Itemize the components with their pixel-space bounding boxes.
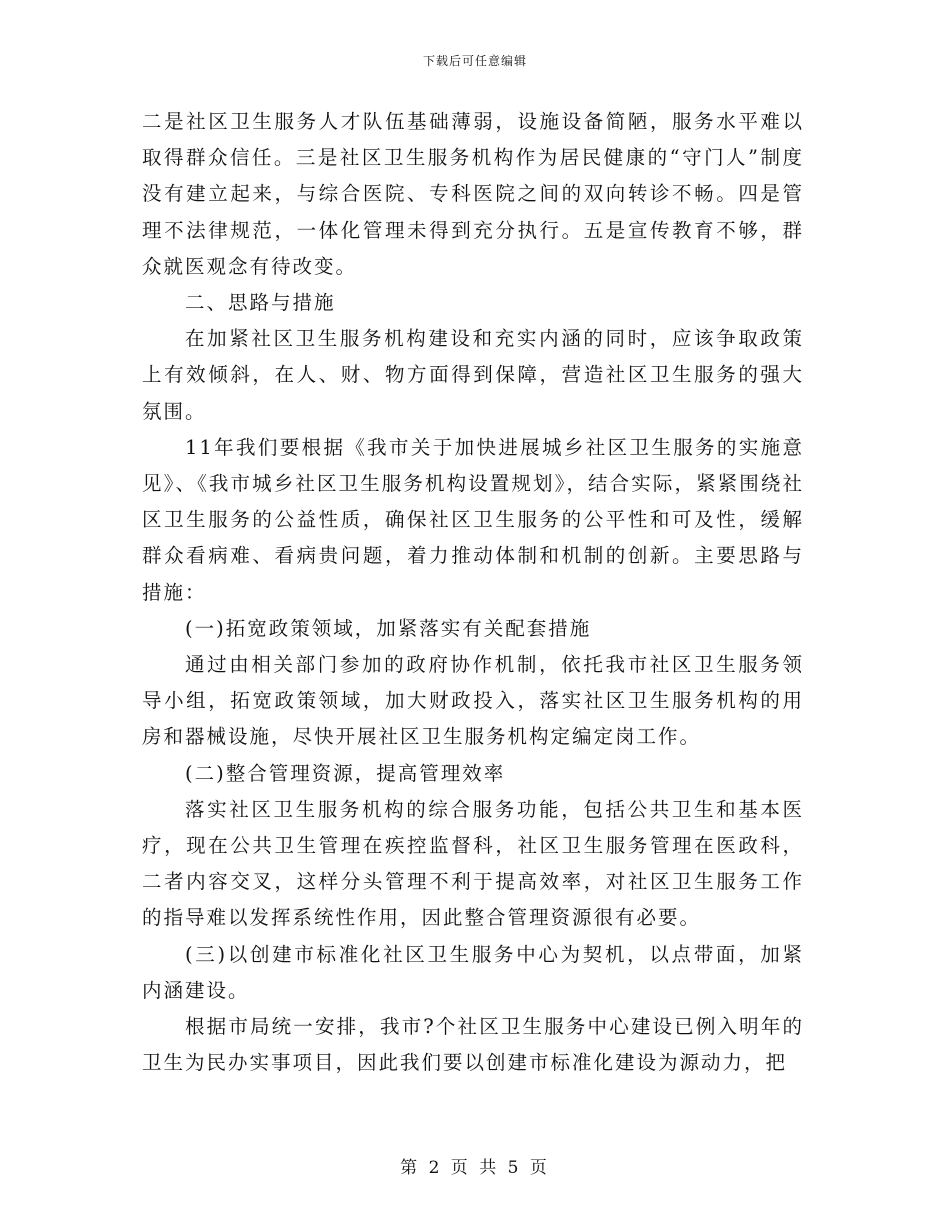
section-heading: 二、思路与措施 [185, 291, 336, 315]
paragraph: 二是社区卫生服务人才队伍基础薄弱，设施设备简陋，服务水平难以取得群众信任。三是社区卫生服务机构作为居民健康的“守门人”制度没有建立起来，与综合医院、专科医院之间的双向转诊不畅。四是管理不法律规范，一体化管理未得到充分执行。五是宣传教育不够，群众就医观念有待改变。 [142, 110, 804, 278]
document-body [142, 104, 804, 1081]
subsection-heading: (一)拓宽政策领域，加紧落实有关配套措施 [185, 616, 592, 640]
paragraph: 11年我们要根据《我市关于加快进展城乡社区卫生服务的实施意见》、《我市城乡社区卫生服务机构设置规划》，结合实际，紧紧围绕社区卫生服务的公益性质，确保社区卫生服务的公平性和可及性，缓解群众看病难、看病贵问题，着力推动体制和机制的创新。主要思路与措施： [142, 435, 804, 604]
subsection-heading: (二)整合管理资源，提高管理效率 [185, 761, 506, 785]
paragraph: 根据市局统一安排，我市?个社区卫生服务中心建设已例入明年的卫生为民办实事项目，因此我们要以创建市标准化建设为源动力，把 [142, 1015, 804, 1075]
page-number: 第 2 页 共 5 页 [400, 1158, 550, 1178]
paragraph: 通过由相关部门参加的政府协作机制，依托我市社区卫生服务领导小组，拓宽政策领域，加大财政投入，落实社区卫生服务机构的用房和器械设施，尽快开展社区卫生服务机构定编定岗工作。 [142, 653, 804, 749]
page-header: 下载后可任意编辑 [422, 54, 527, 68]
subsection-heading: (三)以创建市标准化社区卫生服务中心为契机，以点带面，加紧内涵建设。 [142, 942, 804, 1002]
paragraph: 在加紧社区卫生服务机构建设和充实内涵的同时，应该争取政策上有效倾斜，在人、财、物方面得到保障，营造社区卫生服务的强大氛围。 [142, 327, 804, 423]
paragraph: 落实社区卫生服务机构的综合服务功能，包括公共卫生和基本医疗，现在公共卫生管理在疾控监督科，社区卫生服务管理在医政科，二者内容交叉，这样分头管理不利于提高效率，对社区卫生服务工作的指导难以发挥系统性作用，因此整合管理资源很有必要。 [142, 797, 804, 930]
